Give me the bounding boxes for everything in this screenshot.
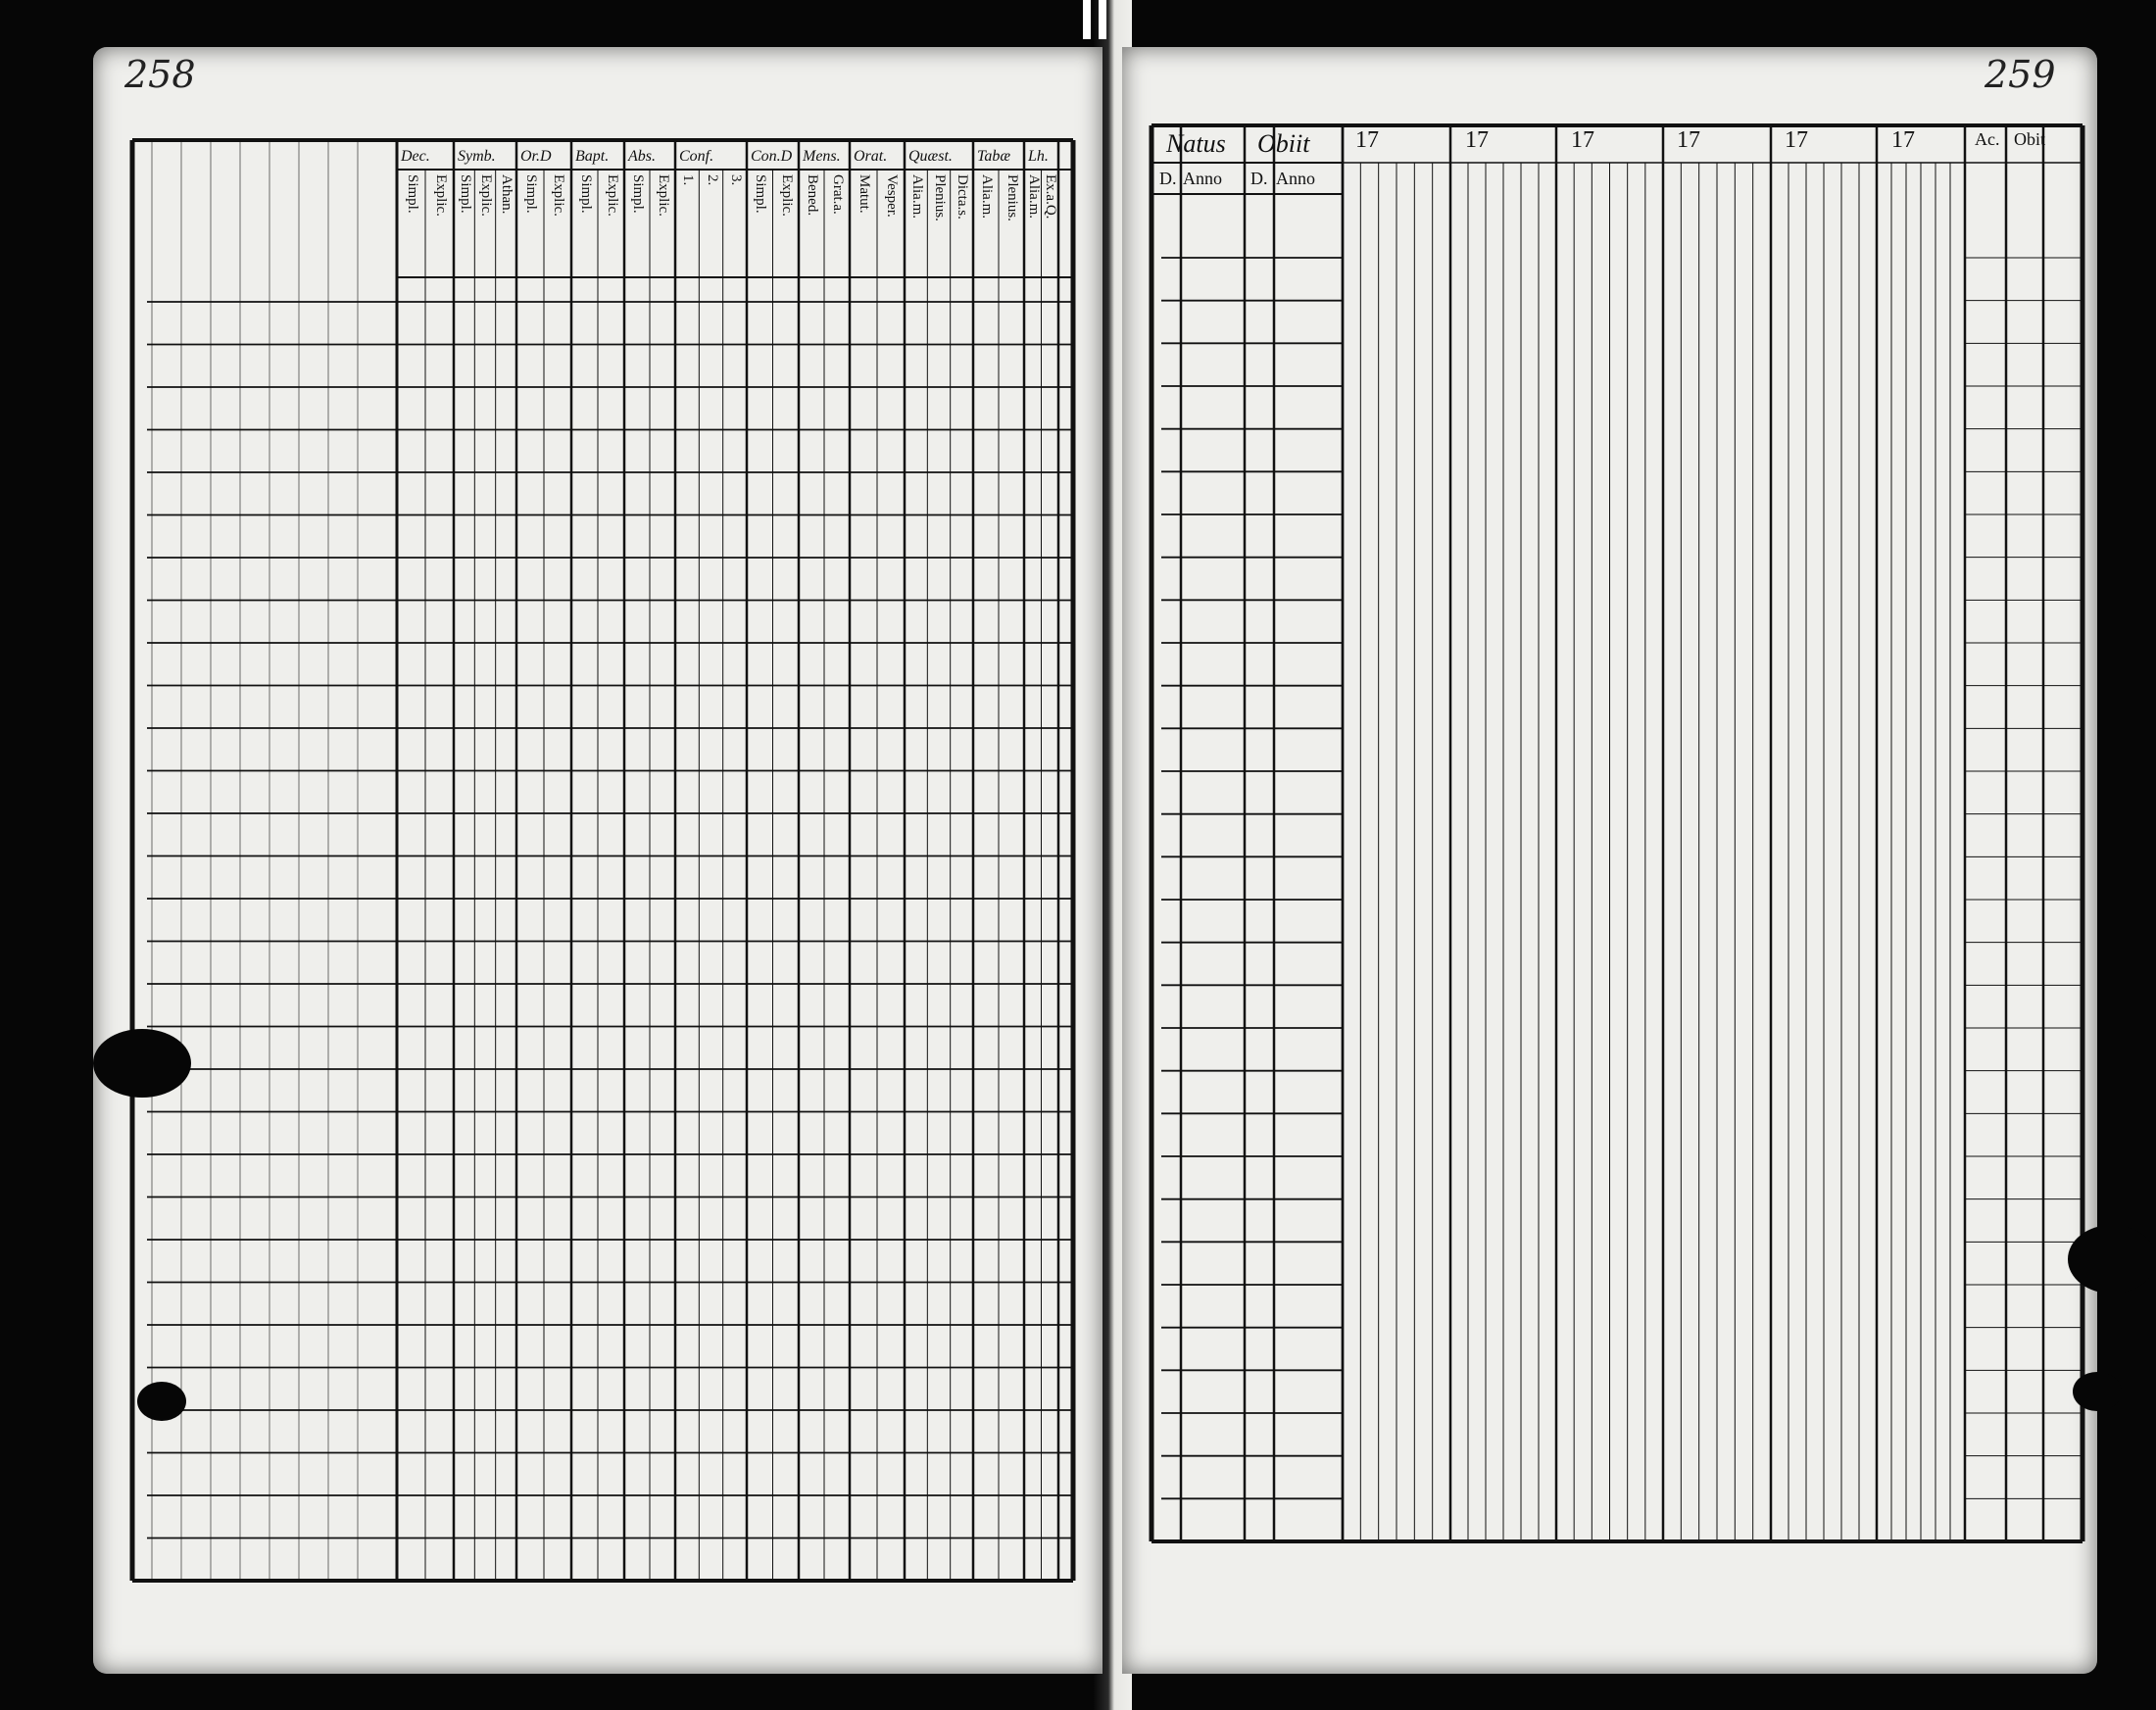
column-subheader: 2.: [704, 174, 720, 186]
column-subheader: Simpl.: [523, 174, 539, 214]
obiit-day-label: D.: [1250, 169, 1268, 188]
column-subheader: Grat.a.: [830, 174, 846, 215]
column-subheader: Explic.: [432, 174, 449, 217]
year-header: 17: [1785, 127, 1808, 153]
column-header: Con.D: [751, 148, 793, 165]
page-tab: [2073, 1372, 2122, 1411]
year-header: 17: [1355, 127, 1379, 153]
column-header: Orat.: [854, 148, 888, 165]
column-subheader: Dicta.s.: [955, 174, 971, 220]
column-header: Quæst.: [908, 148, 953, 165]
column-subheader: Simpl.: [753, 174, 769, 214]
left-ledger-grid: [93, 47, 1102, 1674]
column-subheader: Matut.: [857, 174, 872, 214]
column-subheader: Alia.m.: [908, 174, 925, 219]
natus-header: Natus: [1166, 129, 1226, 158]
column-subheader: Explic.: [478, 174, 494, 217]
column-header: Bapt.: [575, 148, 610, 165]
year-header: 17: [1571, 127, 1594, 153]
obit-header: Obit: [2014, 129, 2046, 149]
year-header: 17: [1891, 127, 1915, 153]
column-subheader: Explic.: [551, 174, 566, 217]
column-subheader: 1.: [680, 174, 697, 186]
column-subheader: Simpl.: [457, 174, 473, 214]
column-header: Dec.: [401, 148, 430, 165]
binding-mark: [1099, 0, 1106, 39]
page-number: 258: [124, 53, 196, 96]
right-ledger-grid: [1122, 47, 2097, 1674]
page-tab: [137, 1382, 186, 1421]
column-subheader: Bened.: [805, 174, 820, 217]
column-subheader: Athan.: [499, 174, 515, 215]
right-page: [1122, 47, 2097, 1674]
column-subheader: Explic.: [778, 174, 795, 217]
column-header: Symb.: [458, 148, 496, 165]
column-subheader: Explic.: [604, 174, 620, 217]
page-tab: [2068, 1225, 2156, 1294]
column-subheader: Simpl.: [404, 174, 420, 214]
column-subheader: Vesper.: [884, 174, 900, 218]
year-header: 17: [1677, 127, 1700, 153]
left-page: [93, 47, 1102, 1674]
column-subheader: 3.: [727, 174, 744, 186]
natus-day-label: D.: [1159, 169, 1177, 188]
column-header: Or.D: [520, 148, 552, 165]
binding-mark: [1083, 0, 1091, 39]
column-subheader: Explic.: [656, 174, 671, 217]
obiit-header: Obiit: [1257, 129, 1310, 158]
page-number: 259: [1984, 53, 2056, 96]
column-subheader: Alia.m.: [1025, 174, 1042, 219]
column-header: Conf.: [679, 148, 714, 165]
year-header: 17: [1465, 127, 1489, 153]
column-header: Tabæ: [977, 148, 1011, 165]
column-subheader: Simpl.: [577, 174, 594, 214]
column-subheader: Ex.a.Q.: [1043, 174, 1059, 220]
column-header: Lh.: [1028, 148, 1049, 165]
column-header: Mens.: [803, 148, 841, 165]
natus-year-label: Anno: [1183, 169, 1222, 188]
column-subheader: Simpl.: [630, 174, 646, 214]
ac-header: Ac.: [1975, 129, 2000, 149]
obiit-year-label: Anno: [1276, 169, 1315, 188]
column-subheader: Alia.m.: [979, 174, 995, 219]
page-tab: [93, 1029, 191, 1098]
column-subheader: Plenius.: [1004, 174, 1020, 221]
column-subheader: Plenius.: [932, 174, 948, 221]
column-header: Abs.: [628, 148, 656, 165]
